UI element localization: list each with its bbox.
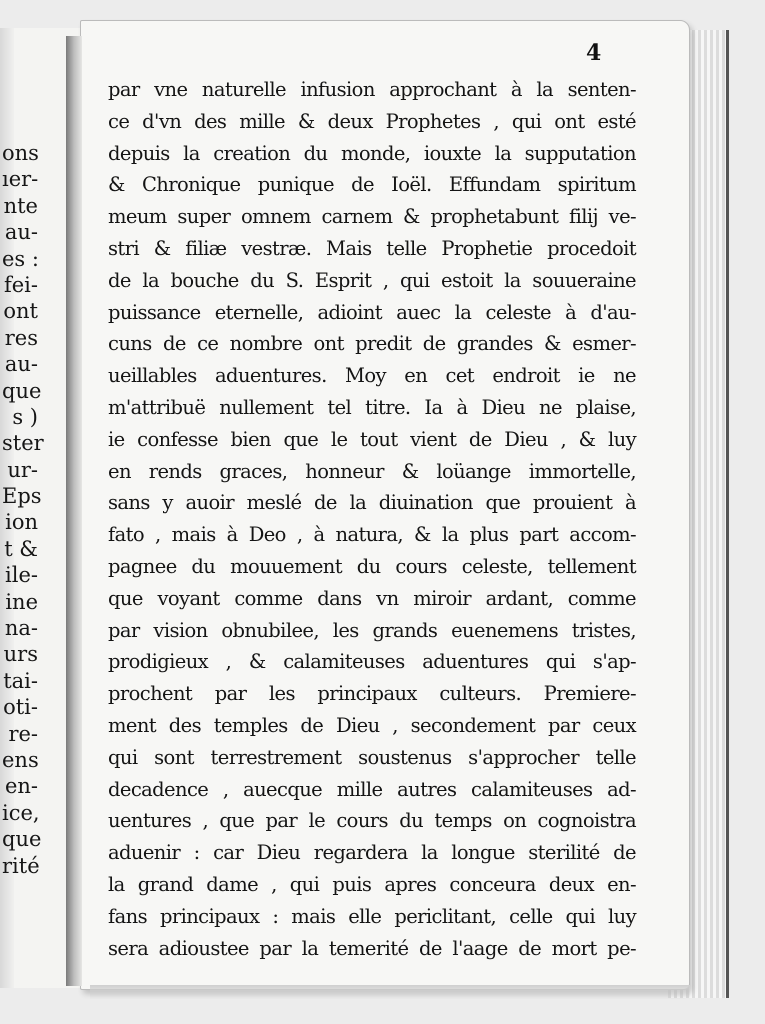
text-line: qui sont terrestrement soustenus s'approcher telle	[108, 745, 636, 769]
left-text-fragment: ine	[5, 589, 38, 614]
book-gutter	[66, 36, 82, 986]
text-line: decadence , auecque mille autres calamiteuses ad-	[108, 777, 636, 801]
left-text-fragment: tai-	[3, 668, 38, 693]
text-line: m'attribuë nullement tel titre. Ia à Dieu ne plaise,	[108, 395, 636, 419]
left-text-fragment: ıer-	[2, 167, 39, 192]
text-line: sera adioustee par la temerité de l'aage de mort pe-	[108, 936, 636, 960]
page-bottom-shadow	[90, 985, 690, 999]
text-line: ueillables aduentures. Moy en cet endroit ie ne	[108, 364, 636, 388]
left-text-fragment: ur-	[7, 457, 38, 482]
text-line: puissance eternelle, adioint auec la celeste à d'au-	[108, 300, 636, 324]
left-text-fragment: res	[4, 325, 38, 350]
left-text-fragment: au-	[4, 352, 38, 377]
page-text-body	[108, 74, 636, 964]
left-text-fragment: nte	[3, 193, 38, 218]
left-text-fragment: en-	[4, 774, 38, 799]
text-line: uentures , que par le cours du temps on cognoistra	[108, 809, 636, 833]
left-text-fragment: au-	[4, 220, 38, 245]
text-line: que voyant comme dans vn miroir ardant, comme	[108, 586, 636, 610]
text-line: ment des temples de Dieu , secondement par ceux	[108, 713, 636, 737]
left-text-fragment: ice,	[2, 800, 40, 825]
left-text-fragment: ster	[2, 431, 44, 456]
left-text-fragment: oti-	[3, 695, 38, 720]
left-text-fragment: Eps	[2, 484, 42, 509]
text-line: prodigieux , & calamiteuses aduentures qui s'ap-	[108, 650, 636, 674]
left-text-fragment: ons	[2, 141, 39, 165]
left-text-fragment: t &	[4, 536, 38, 561]
left-text-fragment: ile-	[5, 563, 38, 588]
text-line: par vne naturelle infusion approchant à la senten-	[108, 78, 636, 101]
left-text-fragment: ens	[2, 747, 39, 772]
left-text-fragment: na-	[4, 616, 38, 641]
left-text-fragment: que	[2, 827, 42, 852]
text-line: fans principaux : mais elle periclitant, celle qui luy	[108, 904, 636, 928]
text-line: la grand dame , qui puis apres conceura deux en-	[108, 872, 636, 896]
left-text-fragment: re-	[8, 721, 38, 746]
left-text-fragment: urs	[3, 642, 38, 667]
text-line: ce d'vn des mille & deux Prophetes , qui ont esté	[108, 109, 636, 133]
text-line: meum super omnem carnem & prophetabunt filij ve-	[108, 205, 636, 229]
text-line: & Chronique punique de Ioël. Effundam spiritum	[108, 173, 636, 197]
text-line: stri & filiæ vestræ. Mais telle Prophetie procedoit	[108, 236, 636, 260]
text-line: de la bouche du S. Esprit , qui estoit la souueraine	[108, 268, 636, 292]
text-line: fato , mais à Deo , à natura, & la plus part accom-	[108, 523, 636, 547]
text-line: cuns de ce nombre ont predit de grandes & esmer-	[108, 332, 636, 356]
text-line: prochent par les principaux culteurs. Premiere-	[108, 682, 636, 706]
page-number: 4	[586, 40, 602, 66]
left-text-fragment: fei-	[3, 272, 38, 297]
text-line: par vision obnubilee, les grands euenemens tristes,	[108, 618, 636, 642]
left-text-fragment: ion	[5, 510, 38, 535]
left-text-fragment: s )	[12, 404, 38, 429]
text-line: pagnee du mouuement du cours celeste, tellement	[108, 554, 636, 578]
text-line: aduenir : car Dieu regardera la longue sterilité de	[108, 841, 636, 865]
left-text-fragment: que	[2, 378, 42, 403]
left-text-fragment: es :	[2, 246, 39, 271]
left-text-fragment: rité	[2, 853, 40, 878]
text-line: sans y auoir meslé de la diuination que prouient à	[108, 491, 636, 515]
text-line: en rends graces, honneur & loüange immortelle,	[108, 459, 636, 483]
text-line: depuis la creation du monde, iouxte la supputation	[108, 141, 636, 165]
text-line: ie confesse bien que le tout vient de Dieu , & luy	[108, 427, 636, 451]
left-text-fragment: ont	[3, 299, 38, 324]
